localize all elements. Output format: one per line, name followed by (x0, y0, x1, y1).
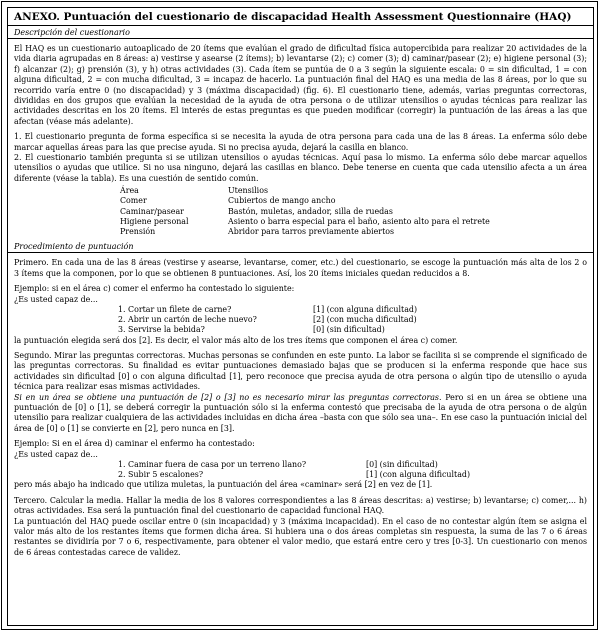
example-intro-2: Ejemplo: Si en el área d) caminar el enfermo ha contestado: (14, 439, 255, 449)
description-paragraph-2: 1. El cuestionario pregunta de forma específica si se necesita la ayuda de otra persona para cada una de las 8 áreas. La enferma sólo debe marcar aquellas áreas para las que precise ayuda. Si no precisa ayuda, dejará la casilla en blanco. (14, 132, 587, 152)
table-row: Caminar/pasear Bastón, muletas, andador, silla de ruedas (120, 206, 393, 216)
example-answers-2 (118, 460, 470, 480)
procedure-third: Tercero. Calcular la media. Hallar la media de los 8 valores correspondientes a las 8 áreas descritas: a) vestirse; b) levantarse; c) comer,... h) otras actividades. Esa será la puntuación final del cuestionario de capacidad funcional HAQ. (14, 495, 587, 516)
example-answers-1 (118, 305, 417, 336)
question-prompt-1: ¿Es usted capaz de... (14, 294, 98, 304)
annex-box (7, 7, 594, 626)
description-paragraph-3: 2. El cuestionario también pregunta si se utilizan utensilios o ayudas técnicas. Aquí pasa lo mismo. La enferma sólo debe marcar aquellos utensilios o ayudas que utilice. Si no usa ninguno, dejará las casillas en blanco. Debe tenerse en cuenta que cada utensilio afecta a un área diferente (véase la tabla). Es una cuestión de sentido común. (14, 153, 587, 183)
table-header-area: Área (120, 186, 139, 196)
procedure-second: Segundo. Mirar las preguntas correctoras. Muchas personas se confunden en este punto. La labor se facilita si se comprende el significado de las preguntas correctoras. Su finalidad es evitar puntuaciones demasiado bajas que se producen si la enferma responde que hace sus actividades sin dificultad [0] o con alguna dificultad [1], pero reconoce que precisa ayuda de otra persona o algún tipo de utensilio o ayuda técnica para realizar esas mismas actividades. (14, 350, 587, 392)
list-item: 1. Caminar fuera de casa por un terreno llano? [0] (sin dificultad) (118, 460, 438, 469)
procedure-second-rule (14, 393, 587, 435)
rule-emphasis: Si en un área se obtiene una puntuación de [2] o [3] no es necesario mirar las preguntas correctoras. (14, 392, 442, 402)
example-result-2: pero más abajo ha indicado que utiliza muletas, la puntuación del área «caminar» será [2] en vez de [1]. (14, 480, 433, 490)
example-result-1: la puntuación elegida será dos [2]. Es decir, el valor más alto de los tres ítems que componen el área c) comer. (14, 335, 458, 345)
table-row: Comer Cubiertos de mango ancho (120, 196, 336, 206)
table-header-row (120, 186, 490, 196)
description-heading: Descripción del cuestionario (8, 26, 593, 39)
description-paragraph-1: El HAQ es un cuestionario autoaplicado de 20 ítems que evalúan el grado de dificultad física autopercibida para realizar 20 actividades de la vida diaria agrupadas en 8 áreas: a) vestirse y asearse (2 ítems); b) levantarse (2); c) comer (3); d) caminar/pasear (2); e) higiene personal (3); f) alcanzar (2); g) prensión (3), y h) otras actividades (3). Cada ítem se puntúa de 0 a 3 según la siguiente escala: 0 = sin dificultad, 1 = con alguna dificultad, 2 = con mucha dificultad, 3 = incapaz de hacerlo. La puntuación final del HAQ es una media de las 8 áreas, por lo que su recorrido varía entre 0 (no discapacidad) y 3 (máxima discapacidad) (fig. 6). El cuestionario tiene, además, varias preguntas correctoras, divididas en dos grupos que evalúan la necesidad de la ayuda de otra persona o de utilizar utensilios o ayudas técnicas para realizar las actividades descritas en los 20 ítems. El interés de estas preguntas es que pueden modificar (corregir) la puntuación de las áreas a las que afectan (véase más adelante). (14, 44, 587, 126)
table-header-utensils: Utensilios (228, 186, 268, 196)
list-item: 2. Abrir un cartón de leche nuevo? [2] (con mucha dificultad) (118, 315, 417, 325)
table-row: Prensión Abridor para tarros previamente abiertos (120, 227, 395, 237)
list-item: 1. Cortar un filete de carne? [1] (con alguna dificultad) (118, 304, 418, 314)
list-item: 2. Subir 5 escalones? [1] (con alguna dificultad) (118, 470, 471, 480)
procedure-first: Primero. En cada una de las 8 áreas (vestirse y asearse, levantarse, comer, etc.) del cuestionario, se escoge la puntuación más alta de los 2 o 3 ítems que la componen, por lo que se obtienen 8 puntuaciones. Así, los 20 ítems iniciales quedan reducidos a 8. (14, 258, 587, 278)
list-item: 3. Servirse la bebida? [0] (sin dificultad) (118, 325, 385, 335)
rule-text: Pero si en un área se obtiene una puntuación de [0] o [1], se deberá corregir la puntuación sólo si la enferma contestó que precisaba de la ayuda de otra persona o de algún utensilio para realizar cualquiera de las actividades incluidas en dicha área –basta con que sólo sea una–. En ese caso la puntuación inicial del área de [0] o [1] se convierte en [2], pero nunca en [3]. (14, 392, 588, 433)
procedure-heading: Procedimiento de puntuación (8, 240, 593, 253)
example-intro-1: Ejemplo: si en el área c) comer el enfermo ha contestado lo siguiente: (14, 284, 295, 294)
utensils-table (120, 186, 490, 237)
outer-frame (1, 1, 598, 630)
question-prompt-2: ¿Es usted capaz de... (14, 449, 98, 459)
annex-title: ANEXO. Puntuación del cuestionario de discapacidad Health Assessment Questionnaire (HAQ) (8, 10, 593, 26)
table-row: Higiene personal Asiento o barra especial para el baño, asiento alto para el retrete (120, 216, 490, 226)
procedure-final-note: La puntuación del HAQ puede oscilar entre 0 (sin incapacidad) y 3 (máxima incapacidad). En el caso de no contestar algún ítem se asigna el valor más alto de los restantes ítems que formen dicha área. Si hubiera una o dos áreas completas sin respuesta, la suma de las 7 o 6 áreas restantes se dividiría por 7 o 6, respectivamente, para obtener el valor medio, que estará entre cero y tres [0-3]. Un cuestionario con menos de 6 áreas contestadas carece de validez. (14, 516, 587, 557)
